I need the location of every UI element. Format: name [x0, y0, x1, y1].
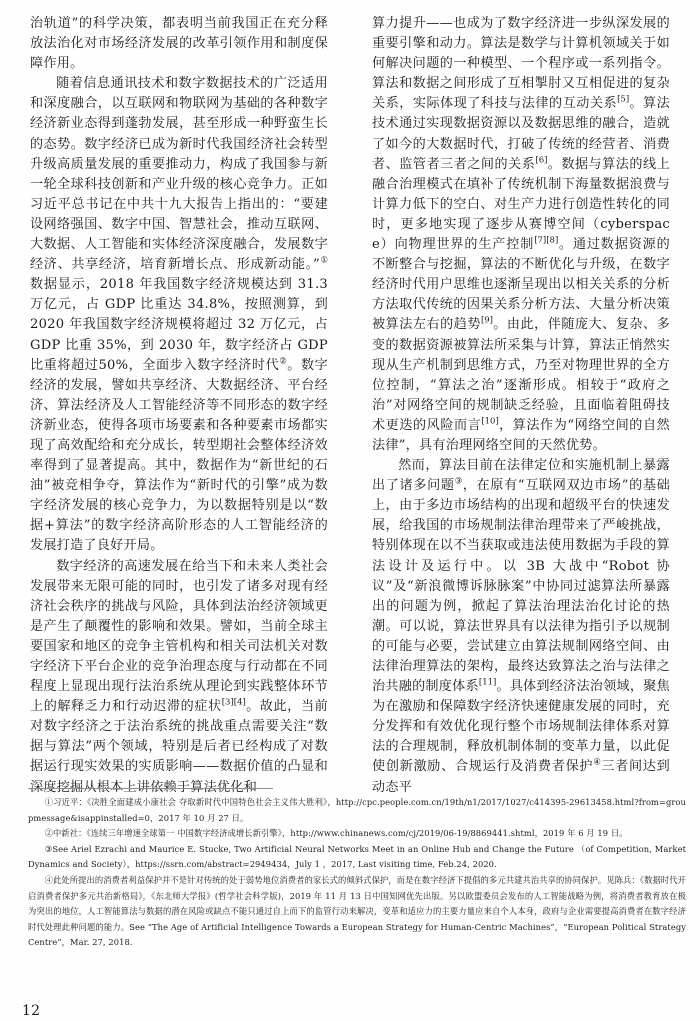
footnote-reference: [10]	[481, 416, 499, 427]
footnote-list	[0, 795, 700, 951]
footnote-reference: [3][4]	[221, 697, 246, 708]
footnote-reference: [5]	[617, 95, 630, 106]
footnote-reference: ①	[319, 255, 328, 266]
footnote-reference: ②	[279, 356, 288, 367]
footnote-reference: ④	[593, 758, 602, 769]
footnote-item: ②中新社：《连续三年增速全球第一 中国数字经济成增长新引擎》，http://www.chinanews.com/cj/2019/06-19/8869441.shtml，2019 年 6 月 19 日。	[44, 828, 628, 839]
footnote-separator-rule	[28, 788, 273, 789]
paragraph: 治轨道”的科学决策，都表明当前我国正在充分释放法治化对市场经济发展的改革引领作用和制度保障作用。	[30, 16, 328, 72]
footnote-item: ①习近平：《决胜全面建成小康社会 夺取新时代中国特色社会主义伟大胜利》，http://cpc.people.com.cn/19th/n1/2017/1027/c414395-29613458.html?from=groupmessage&isappinstalled=0，2017 年 10 月 27 日。	[28, 797, 686, 823]
footnote-section	[0, 788, 700, 951]
column-right	[350, 0, 700, 795]
column-left	[0, 0, 350, 795]
footnote-reference: [9]	[480, 316, 493, 327]
paragraph: 算力提升——也成为了数字经济进一步纵深发展的重要引擎和动力。算法是数学与计算机领域关于如何解决问题的一种模型、一个程序或一系列指令。算法和数据之间形成了互相掣肘又互相促进的复杂关系，实际体现了科技与法律的互动关系[5]。算法技术通过实现数据资源以及数据思维的融合，造就了如今的大数据时代，打破了传统的经营者、消费者、监管者三者之间的关系[6]。数据与算法的线上融合治理模式在填补了传统机制下海量数据浪费与计算力低下的空白、对生产力进行创造性转化的同时，更多地实现了逐步从赛博空间（cyberspace）向物理世界的生产控制[7][8]。通过数据资源的不断整合与挖掘，算法的不断优化与升级，在数字经济时代用户思维也逐渐呈现出以相关关系的分析方法取代传统的因果关系分析方法、大量分析决策被算法左右的趋势[9]。由此，伴随庞大、复杂、多变的数据资源被算法所采集与计算，算法正悄然实现从生产机制到思维方式，乃至对物理世界的全方位控制，“算法之治”逐渐形成。相较于“政府之治”对网络空间的规制缺乏经验，且面临着阻碍技术更迭的风险而言[10]，算法作为“网络空间的自然法律”，具有治理网络空间的天然优势。	[372, 16, 670, 453]
page-number: 12	[22, 1003, 41, 1019]
paragraph: 数字经济的高速发展在给当下和未来人类社会发展带来无限可能的同时，也引发了诸多对现有经济社会秩序的挑战与风险，具体到法治经济领域更是产生了颠覆性的影响和效果。譬如，当前全球主要国家和地区的竞争主管机构和相关司法机关对数字经济下平台企业的竞争治理态度与行动都在不同程度上显现出现行法治系统从理论到实践整体环节上的解释乏力和行动迟滞的症状[3][4]。故此，当前对数字经济之于法治系统的挑战重点需要关注“数据与算法”两个领域，特别是后者已经构成了对数据运行现实效果的实质影响——数据价值的凸显和深度挖掘从根本上讲依赖于算法优化和	[30, 558, 328, 795]
footnote-item: ③See Ariel Ezrachi and Maurice E. Stucke, Two Artificial Neural Networks Meet in an Online Hub and Change the Future （of Competition, Market Dynamics and Society），https://ssrn.com/abstract=2949434，July 1 ，2017, Last visiting time, Feb.24, 2020.	[28, 843, 686, 870]
footnote-reference: [6]	[535, 155, 548, 166]
footnote-reference: ③	[454, 476, 463, 487]
paragraph: 随着信息通讯技术和数字数据技术的广泛适用和深度融合，以互联网和物联网为基础的各种数字经济新业态得到蓬勃发展，甚至形成一种野蛮生长的态势。数字经济已成为新时代我国经济社会转型升级高质量发展的重要推动力，构成了我国参与新一轮全球科技创新和产业升级的核心竞争力。正如习近平总书记在中共十九大报告上指出的：“要建设网络强国、数字中国、智慧社会，推动互联网、大数据、人工智能和实体经济深度融合，发展数字经济、共享经济，培育新增长点、形成新动能。”①数据显示，2018 年我国数字经济规模达到 31.3 万亿元，占 GDP 比重达 34.8%，按照测算，到 2020 年我国数字经济规模将超过 32 万亿元，占 GDP 比重 35%，到 2030 年，数字经济占 GDP 比重将超过50%，全面步入数字经济时代②。数字经济的发展，譬如共享经济、大数据经济、平台经济、算法经济及人工智能经济等不同形态的数字经济新业态，使得各项市场要素和各种要素市场都实现了高效配给和充分成长，转型期社会整体经济效率得到了显著提高。其中，数据作为“新世纪的石油”被竞相争夺，算法作为“新时代的引擎”成为数字经济发展的核心竞争力，为以数据特别是以“数据+算法”的数字经济高阶形态的人工智能经济的发展打造了良好开局。	[30, 76, 328, 554]
footnote-reference: [7][8]	[534, 235, 559, 246]
paragraph: 然而，算法目前在法律定位和实施机制上暴露出了诸多问题③，在原有“互联网双边市场”的基础上，由于多边市场结构的出现和超级平台的快速发展，给我国的市场规制法律治理带来了严峻挑战，特别体现在以不当获取或违法使用数据为手段的算法设计及运行中。以 3B 大战中“Robot 协议”及“新浪微博诉脉脉案”中协同过滤算法所暴露出的问题为例，掀起了算法治理法治化讨论的热潮。可以说，算法世界具有以法律为指引予以规制的可能与必要，尝试建立由算法规制网络空间、由法律治理算法的架构，最终达致算法之治与法律之治共融的制度体系[11]。具体到经济法治领域，聚焦为在激励和保障数字经济快速健康发展的同时，充分发挥和有效优化现行整个市场规制法律体系对算法的合理规制，释放机制体制的变革力量，以此促使创新激励、合规运行及消费者保护④三者间达到动态平	[372, 458, 670, 795]
footnote-reference: [11]	[478, 677, 497, 688]
footnote-item: ④此处所提出的消费者利益保护并不是针对传统的处于弱势地位消费者的家长式的倾斜式保护，而是在数字经济下提倡的多元共建共治共享的协同保护。见陈兵：《数据时代开启消费者保护多元共治新格局》，《东北师大学报》(哲学社会科学版)，2019 年 11 月 13 日中国知网优先出版。另以欧盟委员会发布的人工智能战略为例，将消费者教育放在极为突出的地位，人工智能算法与数据的潜在风险或缺点不能只通过自上而下的监管行动来解决，变革和适应力的主要力量应来自个人本身，政府与企业需要提高消费者在数字经济时代处理此种问题的能力。See “The Age of Artificial Intelligence Towards a European Strategy for Human-Centric Machines”，“European Political Strategy Centre”，Mar. 27, 2018.	[28, 874, 686, 948]
